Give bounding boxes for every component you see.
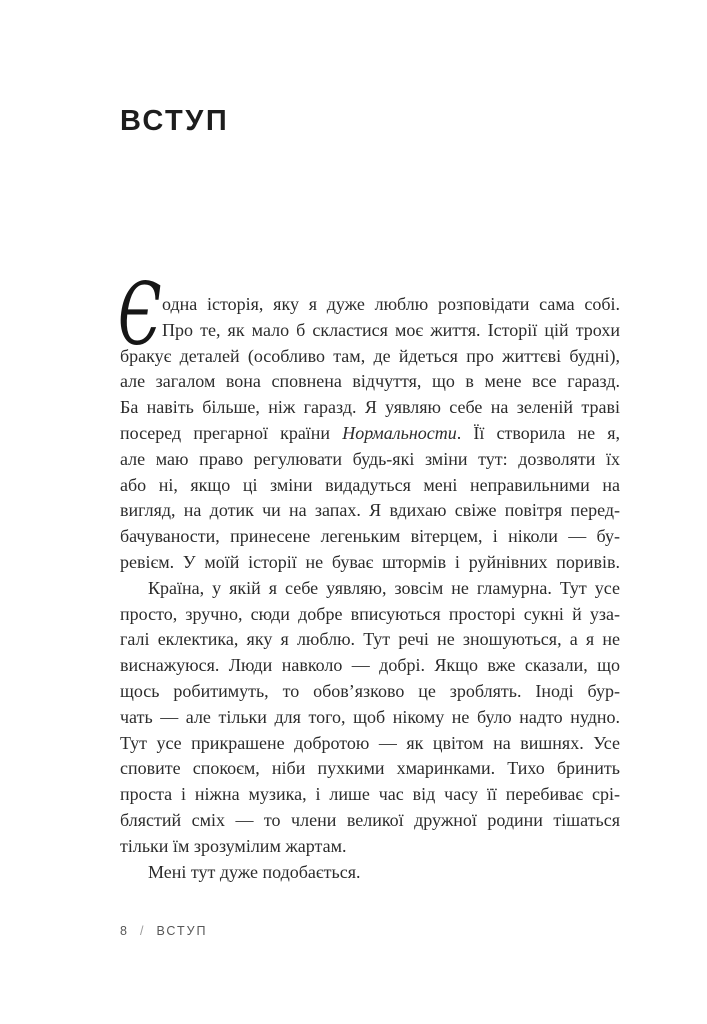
page-footer	[120, 924, 208, 938]
text-line: проста і ніжна музика, і лише час від часу її перебиває срі-	[120, 784, 620, 805]
text-line: Тут усе прикрашене добротою — як цвітом на вишнях. Усе	[120, 732, 620, 753]
text-line: галі еклектика, яку я люблю. Тут речі не зношуються, а я не	[120, 629, 620, 650]
text-line: але маю право регулювати будь-які зміни тут: дозволяти їх	[120, 448, 620, 469]
text-line: бракує деталей (особливо там, де йдеться про життєві будні),	[120, 345, 620, 366]
text-line: Країна, у якій я себе уявляю, зовсім не гламурна. Тут усе	[148, 577, 620, 598]
drop-cap	[118, 265, 162, 365]
text-line: просто, зручно, сюди добре вписуються просторі сукні й уза-	[120, 603, 620, 624]
text-line: щось робитимуть, то обов’язково це зроблять. Іноді бур-	[120, 680, 620, 701]
footer-chapter-label: ВСТУП	[156, 924, 208, 938]
paragraph-country	[120, 576, 620, 860]
text-segment: посеред прегарної країни	[120, 422, 343, 443]
text-line	[120, 421, 620, 447]
text-line: сповите спокоєм, ніби пухкими хмаринками. Тихо бринить	[120, 758, 620, 779]
text-line: Ба навіть більше, ніж гаразд. Я уявляю себе на зеленій траві	[120, 397, 620, 418]
text-line: Про те, як мало б скластися моє життя. Історії цій трохи	[162, 319, 620, 340]
text-line: чать — але тільки для того, щоб нікому не було надто нудно.	[120, 706, 620, 727]
text-line: тільки їм зрозумілим жартам.	[120, 835, 347, 856]
paragraph-intro	[118, 265, 620, 576]
text-line: бачуваности, принесене легеньким вітерцем, і ніколи — бу-	[120, 526, 620, 547]
text-line: блястий сміх — то члени великої дружної родини тішаться	[120, 809, 620, 830]
page-title: ВСТУП	[120, 105, 230, 137]
drop-cap-glyph: Є	[118, 265, 162, 365]
emphasized-country-name: Нормальности	[342, 422, 457, 443]
body-text	[118, 265, 620, 885]
text-line: одна історія, яку я дуже люблю розповідати сама собі.	[162, 294, 620, 314]
text-line: але загалом вона сповнена відчуття, що в мене все гаразд.	[120, 371, 620, 392]
page-number: 8	[120, 924, 127, 938]
text-line: або ні, якщо ці зміни видадуться мені неправильними на	[120, 474, 620, 495]
footer-separator: /	[139, 924, 144, 938]
text-line: виснажуюся. Люди навколо — добрі. Якщо вже сказали, що	[120, 655, 620, 676]
text-line: вигляд, на дотик чи на запах. Я вдихаю свіже повітря перед-	[120, 500, 620, 521]
text-line: Мені тут дуже подобається.	[148, 861, 361, 882]
text-segment: . Її створила не я,	[456, 422, 620, 443]
paragraph-closing	[120, 860, 620, 886]
text-line: ревієм. У моїй історії не буває штормів і руйнівних поривів.	[120, 551, 620, 572]
